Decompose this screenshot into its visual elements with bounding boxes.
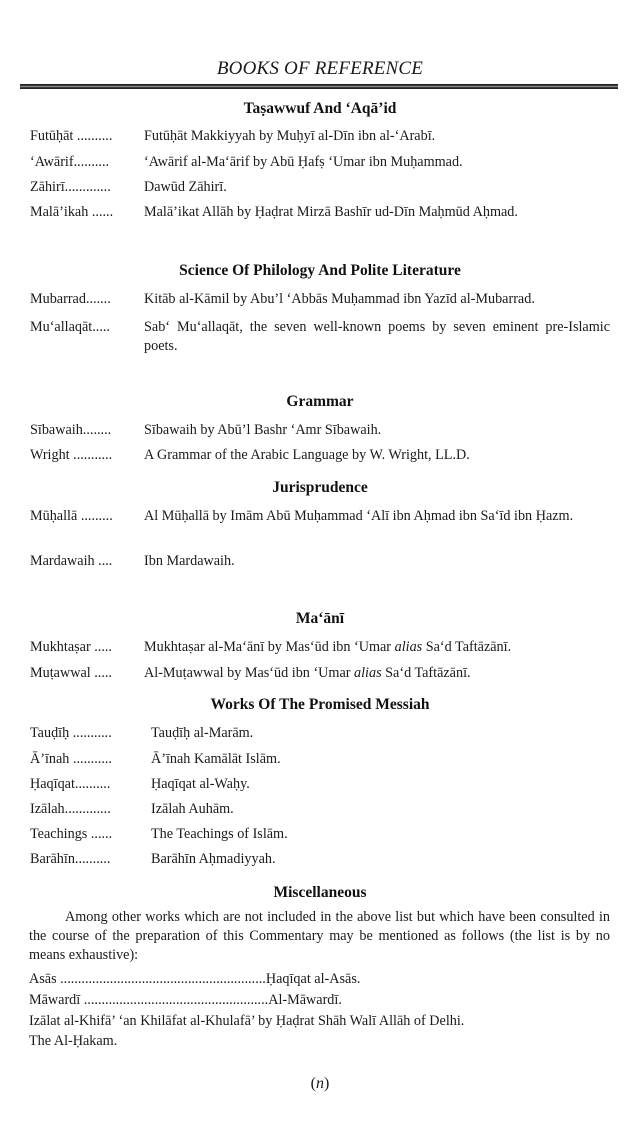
- entry-title: Sab‘ Mu‘allaqāt, the seven well-known poems by seven eminent pre-Islamic poets.: [144, 319, 610, 354]
- entry-title: Ā’īnah Kamālāt Islām.: [151, 751, 281, 767]
- entry-title: Dawūd Zāhirī.: [144, 179, 227, 195]
- entry-abbreviation: Mardawaih ....: [30, 553, 113, 569]
- page-number: [0, 1075, 640, 1093]
- page-number-paren-open: (: [310, 1075, 316, 1092]
- page-number-letter: n: [316, 1075, 324, 1092]
- entry-abbreviation: Mukhtaṣar .....: [30, 639, 112, 655]
- entry-title: Futūḥāt Makkiyyah by Muḥyī al-Dīn ibn al-‘Arabī.: [144, 128, 436, 144]
- section-heading-maani: Ma‘ānī: [295, 610, 345, 627]
- entry-abbreviation: Mubarrad.......: [30, 291, 111, 307]
- entry-abbreviation: Mūḥallā .........: [30, 508, 113, 524]
- entry-title-text: Mukhtaṣar al-Ma‘ānī by Mas‘ūd ibn ‘Umar: [144, 639, 395, 655]
- entry-title: Malā’ikat Allāh by Ḥaḍrat Mirzā Bashīr ud-Dīn Maḥmūd Aḥmad.: [144, 204, 518, 220]
- entry-abbreviation: Muṭawwal .....: [30, 665, 112, 681]
- entry-title: ‘Awārif al-Ma‘ārif by Abū Ḥafṣ ‘Umar ibn Muḥammad.: [144, 154, 463, 170]
- entry-title-text: Sa‘d Taftāzānī.: [381, 665, 471, 681]
- entry-abbreviation: Tauḍīḥ ...........: [30, 725, 112, 741]
- entry-title: Barāhīn Aḥmadiyyah.: [151, 851, 276, 867]
- entry-title-italic: alias: [394, 639, 423, 655]
- miscellaneous-paragraph: Among other works which are not included in the above list but which have been consulted in the course of the preparation of this Commentary may be mentioned as follows (the list is by no means exhaustive):: [29, 909, 610, 963]
- section-heading-grammar: Grammar: [286, 393, 354, 410]
- entry-abbreviation: ‘Awārif..........: [30, 154, 110, 170]
- entry-abbreviation: Malā’ikah ......: [30, 204, 114, 220]
- section-heading-jurisprudence: Jurisprudence: [272, 479, 368, 496]
- entry-abbreviation: Barāhīn..........: [30, 851, 111, 867]
- entry-title-italic: alias: [354, 665, 382, 681]
- entry-title: Izālah Auhām.: [151, 801, 234, 817]
- entry-abbreviation: Ā’īnah ...........: [30, 751, 112, 767]
- entry-title: A Grammar of the Arabic Language by W. Wright, LL.D.: [144, 447, 470, 463]
- entry-title: Al Mūḥallā by Imām Abū Muḥammad ‘Alī ibn Aḥmad ibn Sa‘īd ibn Ḥazm.: [144, 508, 574, 524]
- section-heading-miscellaneous: Miscellaneous: [273, 884, 367, 901]
- entry-abbreviation: Mu‘allaqāt.....: [30, 319, 110, 335]
- entry-title-text: Sa‘d Taftāzānī.: [422, 639, 512, 655]
- entry-title: Ibn Mardawaih.: [144, 553, 235, 569]
- entry-title: The Teachings of Islām.: [151, 826, 288, 842]
- misc-reference-line: Māwardī ....................................................Al-Māwardī.: [29, 992, 342, 1008]
- section-heading-philology: Science Of Philology And Polite Literature: [179, 262, 461, 279]
- entry-abbreviation: Teachings ......: [30, 826, 113, 842]
- entry-abbreviation: Izālah.............: [30, 801, 111, 817]
- entry-abbreviation: Futūḥāt ..........: [30, 128, 113, 144]
- running-head: BOOKS OF REFERENCE: [216, 58, 424, 79]
- misc-reference-line: The Al-Ḥakam.: [29, 1033, 118, 1049]
- entry-abbreviation: Wright ...........: [30, 447, 113, 463]
- entry-title: [144, 638, 610, 657]
- entry-title: Sībawaih by Abū’l Bashr ‘Amr Sībawaih.: [144, 422, 382, 438]
- entry-abbreviation: Ḥaqīqat..........: [30, 776, 111, 792]
- section-heading-promised-messiah: Works Of The Promised Messiah: [210, 696, 430, 713]
- page-number-paren-close: ): [324, 1075, 330, 1092]
- entry-abbreviation: Sībawaih........: [30, 422, 112, 438]
- misc-reference-line: Izālat al-Khifā’ ‘an Khilāfat al-Khulafā’ by Ḥaḍrat Shāh Walī Allāh of Delhi.: [29, 1013, 465, 1029]
- entry-title: Kitāb al-Kāmil by Abu’l ‘Abbās Muḥammad ibn Yazīd al-Mubarrad.: [144, 291, 535, 307]
- section-heading-tasawwuf: Taṣawwuf And ‘Aqā’id: [243, 100, 397, 117]
- misc-reference-line: Asās ..........................................................Ḥaqīqat al-Asās.: [29, 971, 361, 987]
- entry-title-text: Al-Muṭawwal by Mas‘ūd ibn ‘Umar: [144, 665, 355, 681]
- entry-title: Tauḍīḥ al-Marām.: [151, 725, 254, 741]
- entry-title: Ḥaqīqat al-Waḥy.: [151, 776, 250, 792]
- double-rule-divider: [20, 84, 618, 89]
- entry-abbreviation: Zāhirī.............: [30, 179, 111, 195]
- entry-title: [144, 664, 610, 683]
